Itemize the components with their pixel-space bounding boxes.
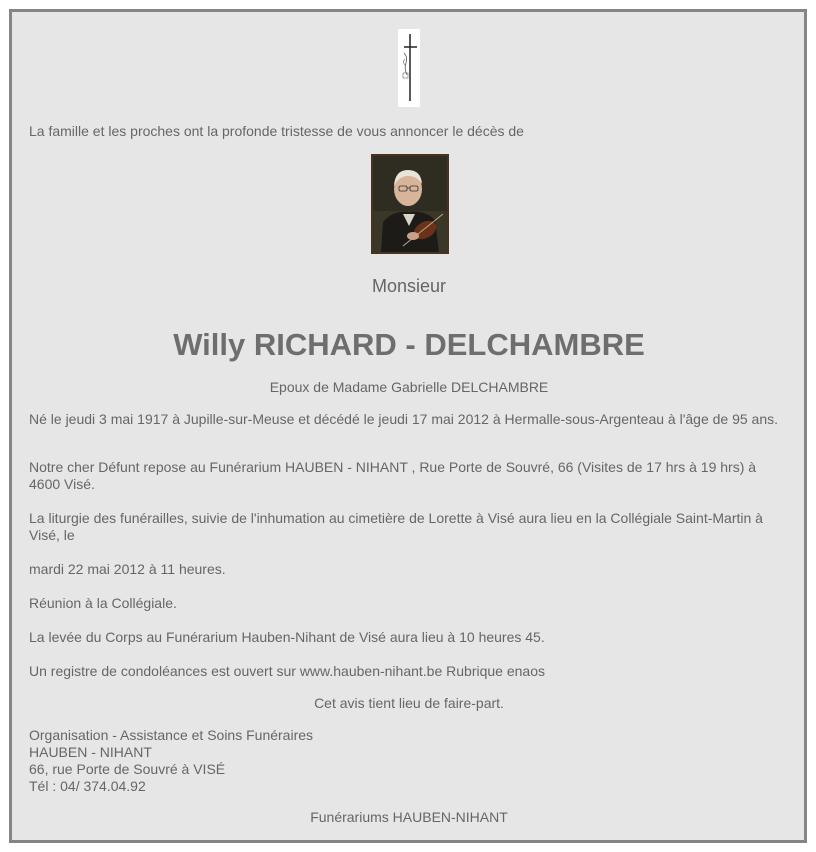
meeting-text: Réunion à la Collégiale.: [29, 595, 177, 611]
cross-icon: [398, 29, 420, 107]
repose-text: Notre cher Défunt repose au Funérarium HAUBEN - NIHANT , Rue Porte de Souvré, 66 (Visites de 17 hrs à 19 hrs) à 4600 Visé.: [29, 459, 757, 492]
register-text: Un registre de condoléances est ouvert sur www.hauben-nihant.be Rubrique enaos: [29, 663, 545, 679]
date-time-text: mardi 22 mai 2012 à 11 heures.: [29, 561, 226, 577]
notice-text: Cet avis tient lieu de faire-part.: [314, 695, 504, 711]
levee-text: La levée du Corps au Funérarium Hauben-Nihant de Visé aura lieu à 10 heures 45.: [29, 629, 545, 645]
organisation-phone: Tél : 04/ 374.04.92: [29, 778, 146, 794]
obituary-frame: [9, 9, 807, 843]
organisation-block: [29, 727, 789, 795]
cross-emblem: [398, 29, 420, 107]
spouse-text: Epoux de Madame Gabrielle DELCHAMBRE: [269, 379, 549, 395]
organisation-name: HAUBEN - NIHANT: [29, 744, 152, 760]
birth-death-text: Né le jeudi 3 mai 1917 à Jupille-sur-Meuse et décédé le jeudi 17 mai 2012 à Hermalle-sous-Argenteau à l'âge de 95 ans.: [29, 411, 779, 427]
deceased-name: Willy RICHARD - DELCHAMBRE: [173, 327, 645, 362]
organisation-address: 66, rue Porte de Souvré à VISÉ: [29, 761, 226, 777]
footer-text: Funérariums HAUBEN-NIHANT: [310, 809, 508, 825]
organisation-line: Organisation - Assistance et Soins Funéraires: [29, 727, 314, 743]
deceased-photo: [371, 154, 449, 254]
salutation: Monsieur: [371, 276, 447, 296]
intro-text: La famille et les proches ont la profonde tristesse de vous annoncer le décès de: [29, 123, 524, 139]
liturgy-text: La liturgie des funérailles, suivie de l'inhumation au cimetière de Lorette à Visé aura lieu en la Collégiale Saint-Martin à Visé, le: [29, 510, 763, 543]
